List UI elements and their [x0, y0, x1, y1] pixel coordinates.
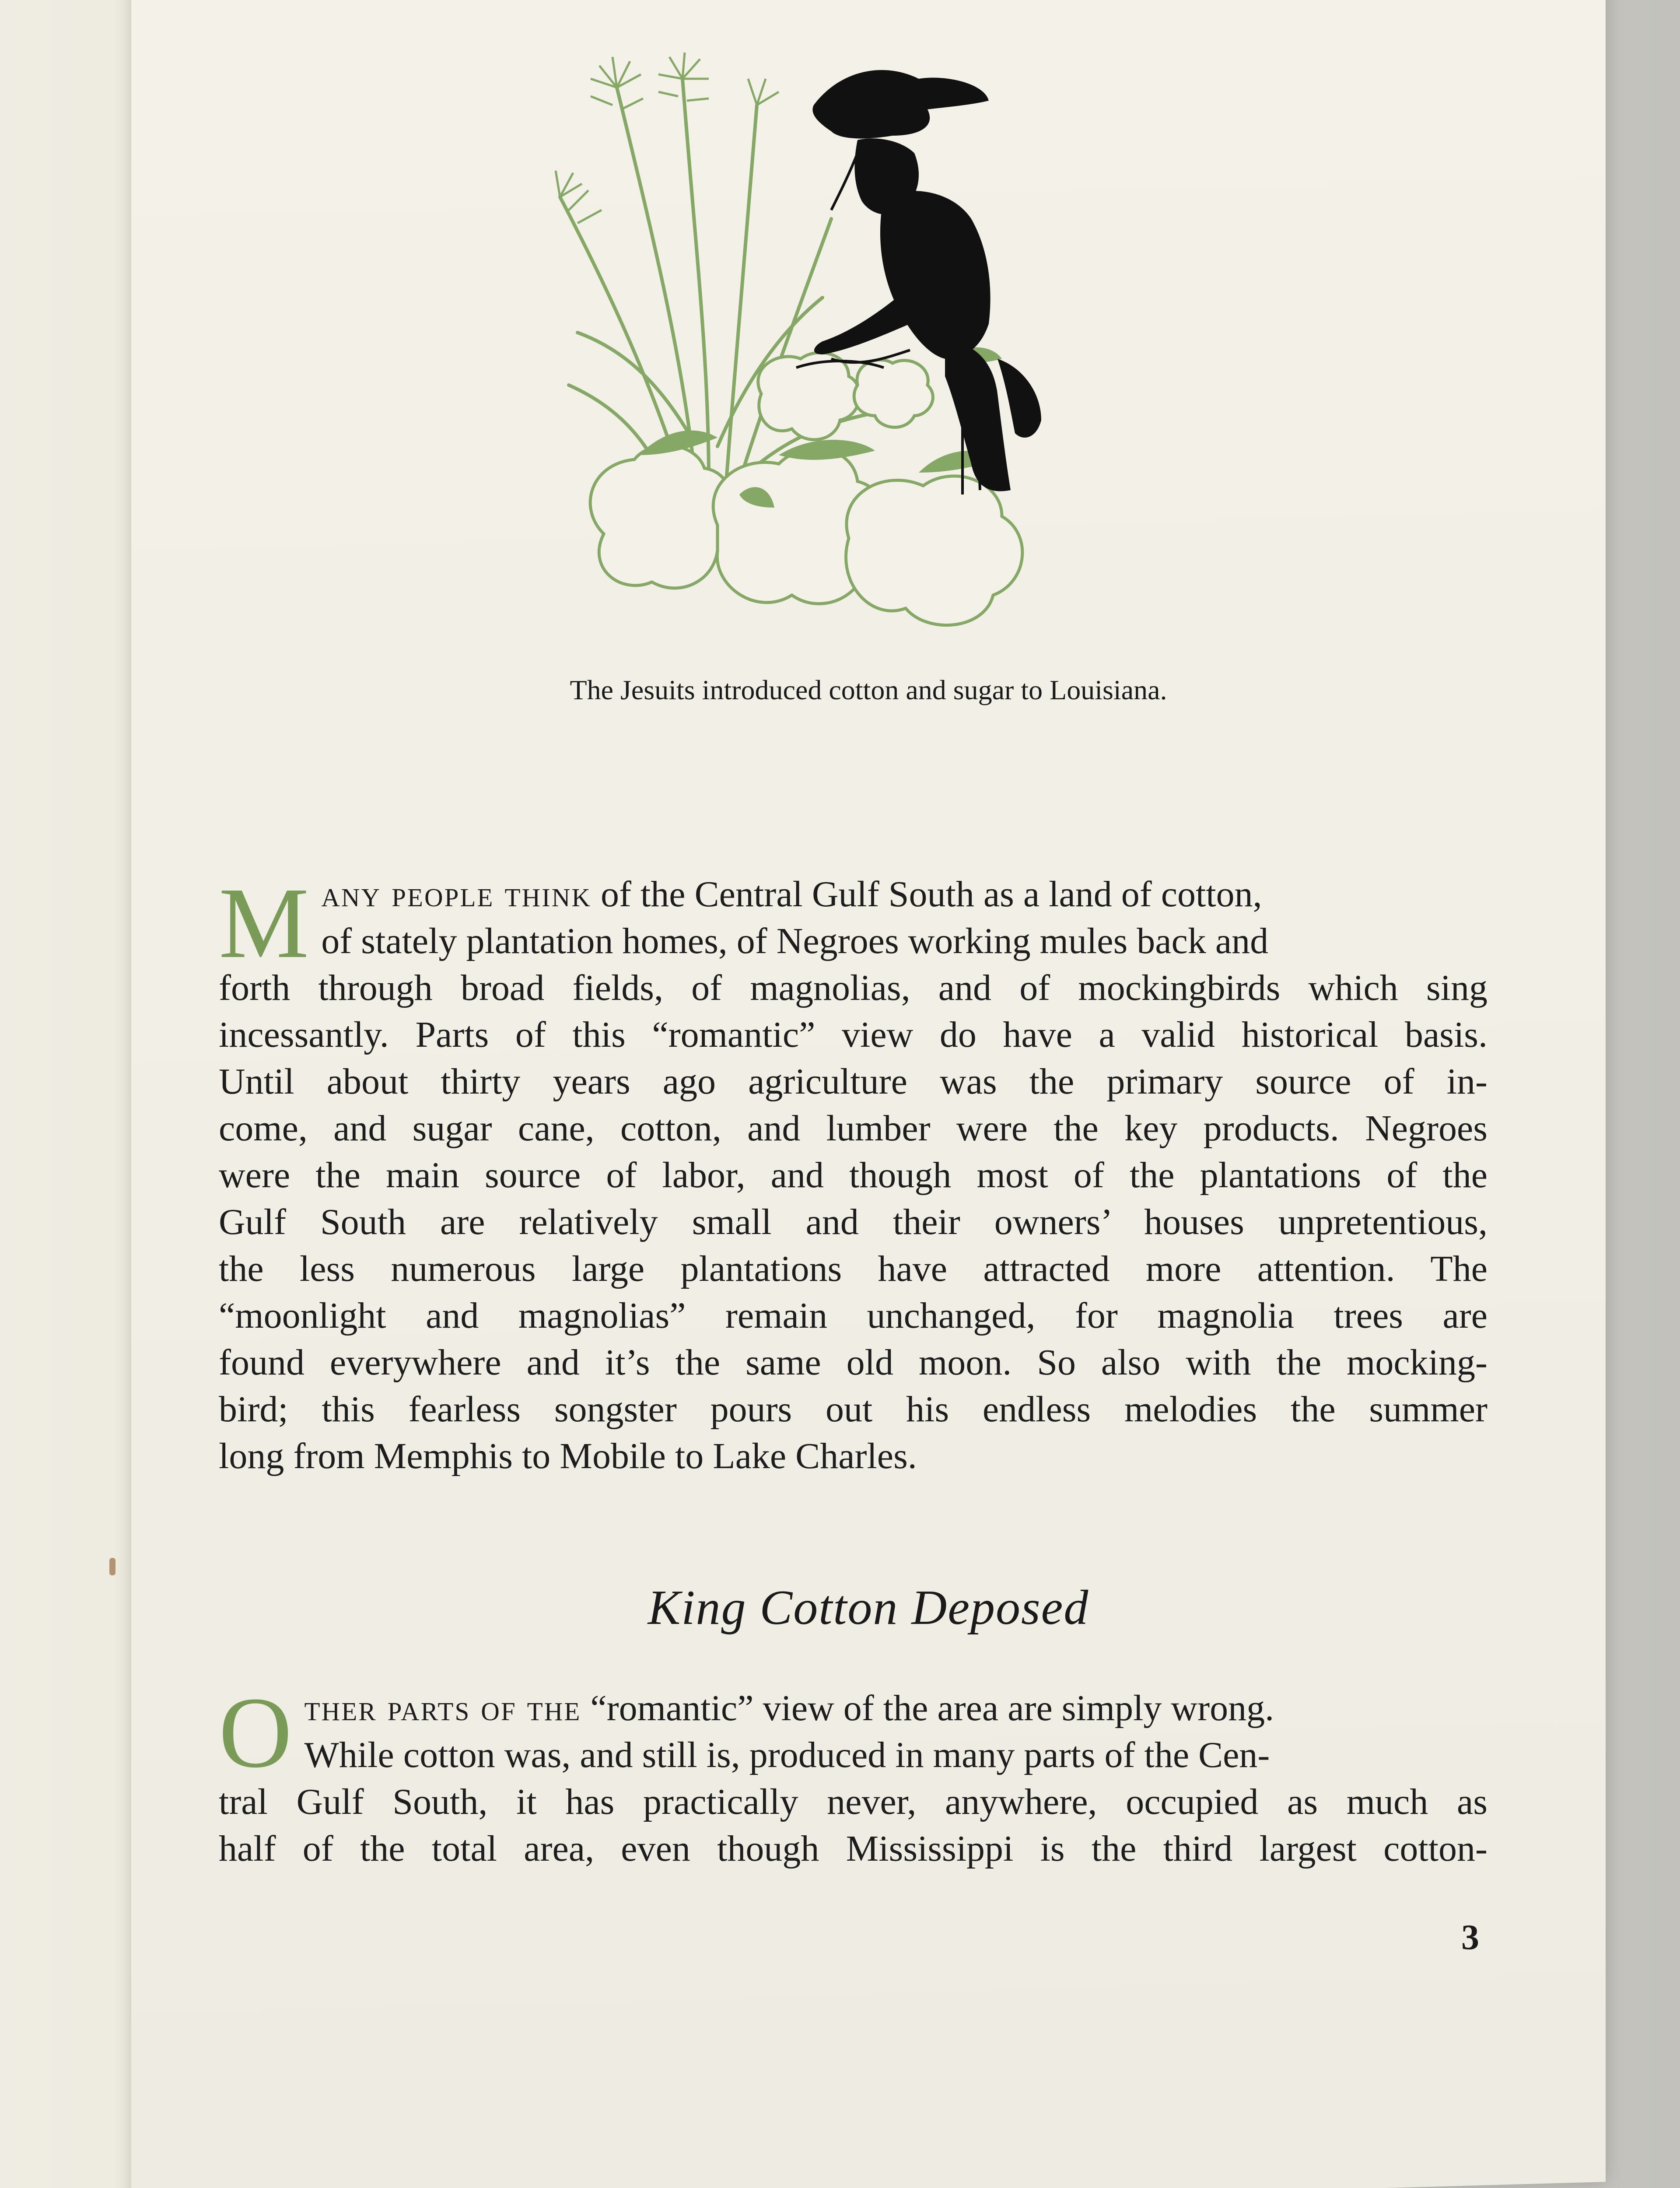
- paragraph-line: the less numerous large plantations have attracted more attention. The: [219, 1248, 1488, 1289]
- paragraph-line: [219, 871, 1488, 918]
- paragraph-line: of stately plantation homes, of Negroes working mules back and: [321, 921, 1269, 961]
- paragraph-line: long from Memphis to Mobile to Lake Charles.: [219, 1436, 917, 1476]
- section-heading: King Cotton Deposed: [648, 1581, 1089, 1635]
- page-stain: [109, 1558, 116, 1575]
- paragraph-line: found everywhere and it’s the same old moon. So also with the mocking-: [219, 1342, 1488, 1383]
- paragraph-line: While cotton was, and still is, produced in many parts of the Cen-: [304, 1735, 1270, 1776]
- paragraph-line: come, and sugar cane, cotton, and lumber were the key products. Negroes: [219, 1108, 1488, 1149]
- paragraph-line-text: “romantic” view of the area are simply wrong.: [581, 1688, 1274, 1729]
- paragraph-line: were the main source of labor, and though most of the plantations of the: [219, 1155, 1488, 1196]
- page-number: 3: [1461, 1917, 1479, 1957]
- illustration-caption: The Jesuits introduced cotton and sugar to Louisiana.: [570, 674, 1167, 705]
- lead-in-small-caps: ther parts of the: [304, 1688, 581, 1729]
- paragraph-line: incessantly. Parts of this “romantic” view do have a valid historical basis.: [219, 1014, 1488, 1055]
- paragraph-line: bird; this fearless songster pours out his endless melodies the summer: [219, 1389, 1488, 1430]
- paragraph-line: Gulf South are relatively small and their owners’ houses unpretentious,: [219, 1202, 1488, 1242]
- lead-in-small-caps: any people think: [321, 873, 592, 915]
- book-page: [131, 0, 1606, 2188]
- dropcap-o: O: [219, 1676, 292, 1789]
- paragraph-line: forth through broad fields, of magnolias, and of mockingbirds which sing: [219, 968, 1488, 1008]
- paragraph-line: “moonlight and magnolias” remain unchanged, for magnolia trees are: [219, 1295, 1488, 1336]
- dropcap-m: M: [219, 867, 309, 979]
- paragraph-king-cotton: [219, 1676, 1488, 1872]
- paragraph-line: [219, 1685, 1488, 1732]
- farmer-cotton-sugarcane-illustration: [551, 53, 1234, 656]
- paragraph-intro: [219, 867, 1488, 1480]
- page-content: [131, 0, 1606, 2188]
- paragraph-line: half of the total area, even though Mississippi is the third largest cotton-: [219, 1828, 1488, 1869]
- paragraph-line: Until about thirty years ago agriculture was the primary source of in-: [219, 1061, 1488, 1102]
- paragraph-line-text: of the Central Gulf South as a land of cotton,: [591, 873, 1262, 915]
- paragraph-line: tral Gulf South, it has practically never, anywhere, occupied as much as: [219, 1781, 1488, 1822]
